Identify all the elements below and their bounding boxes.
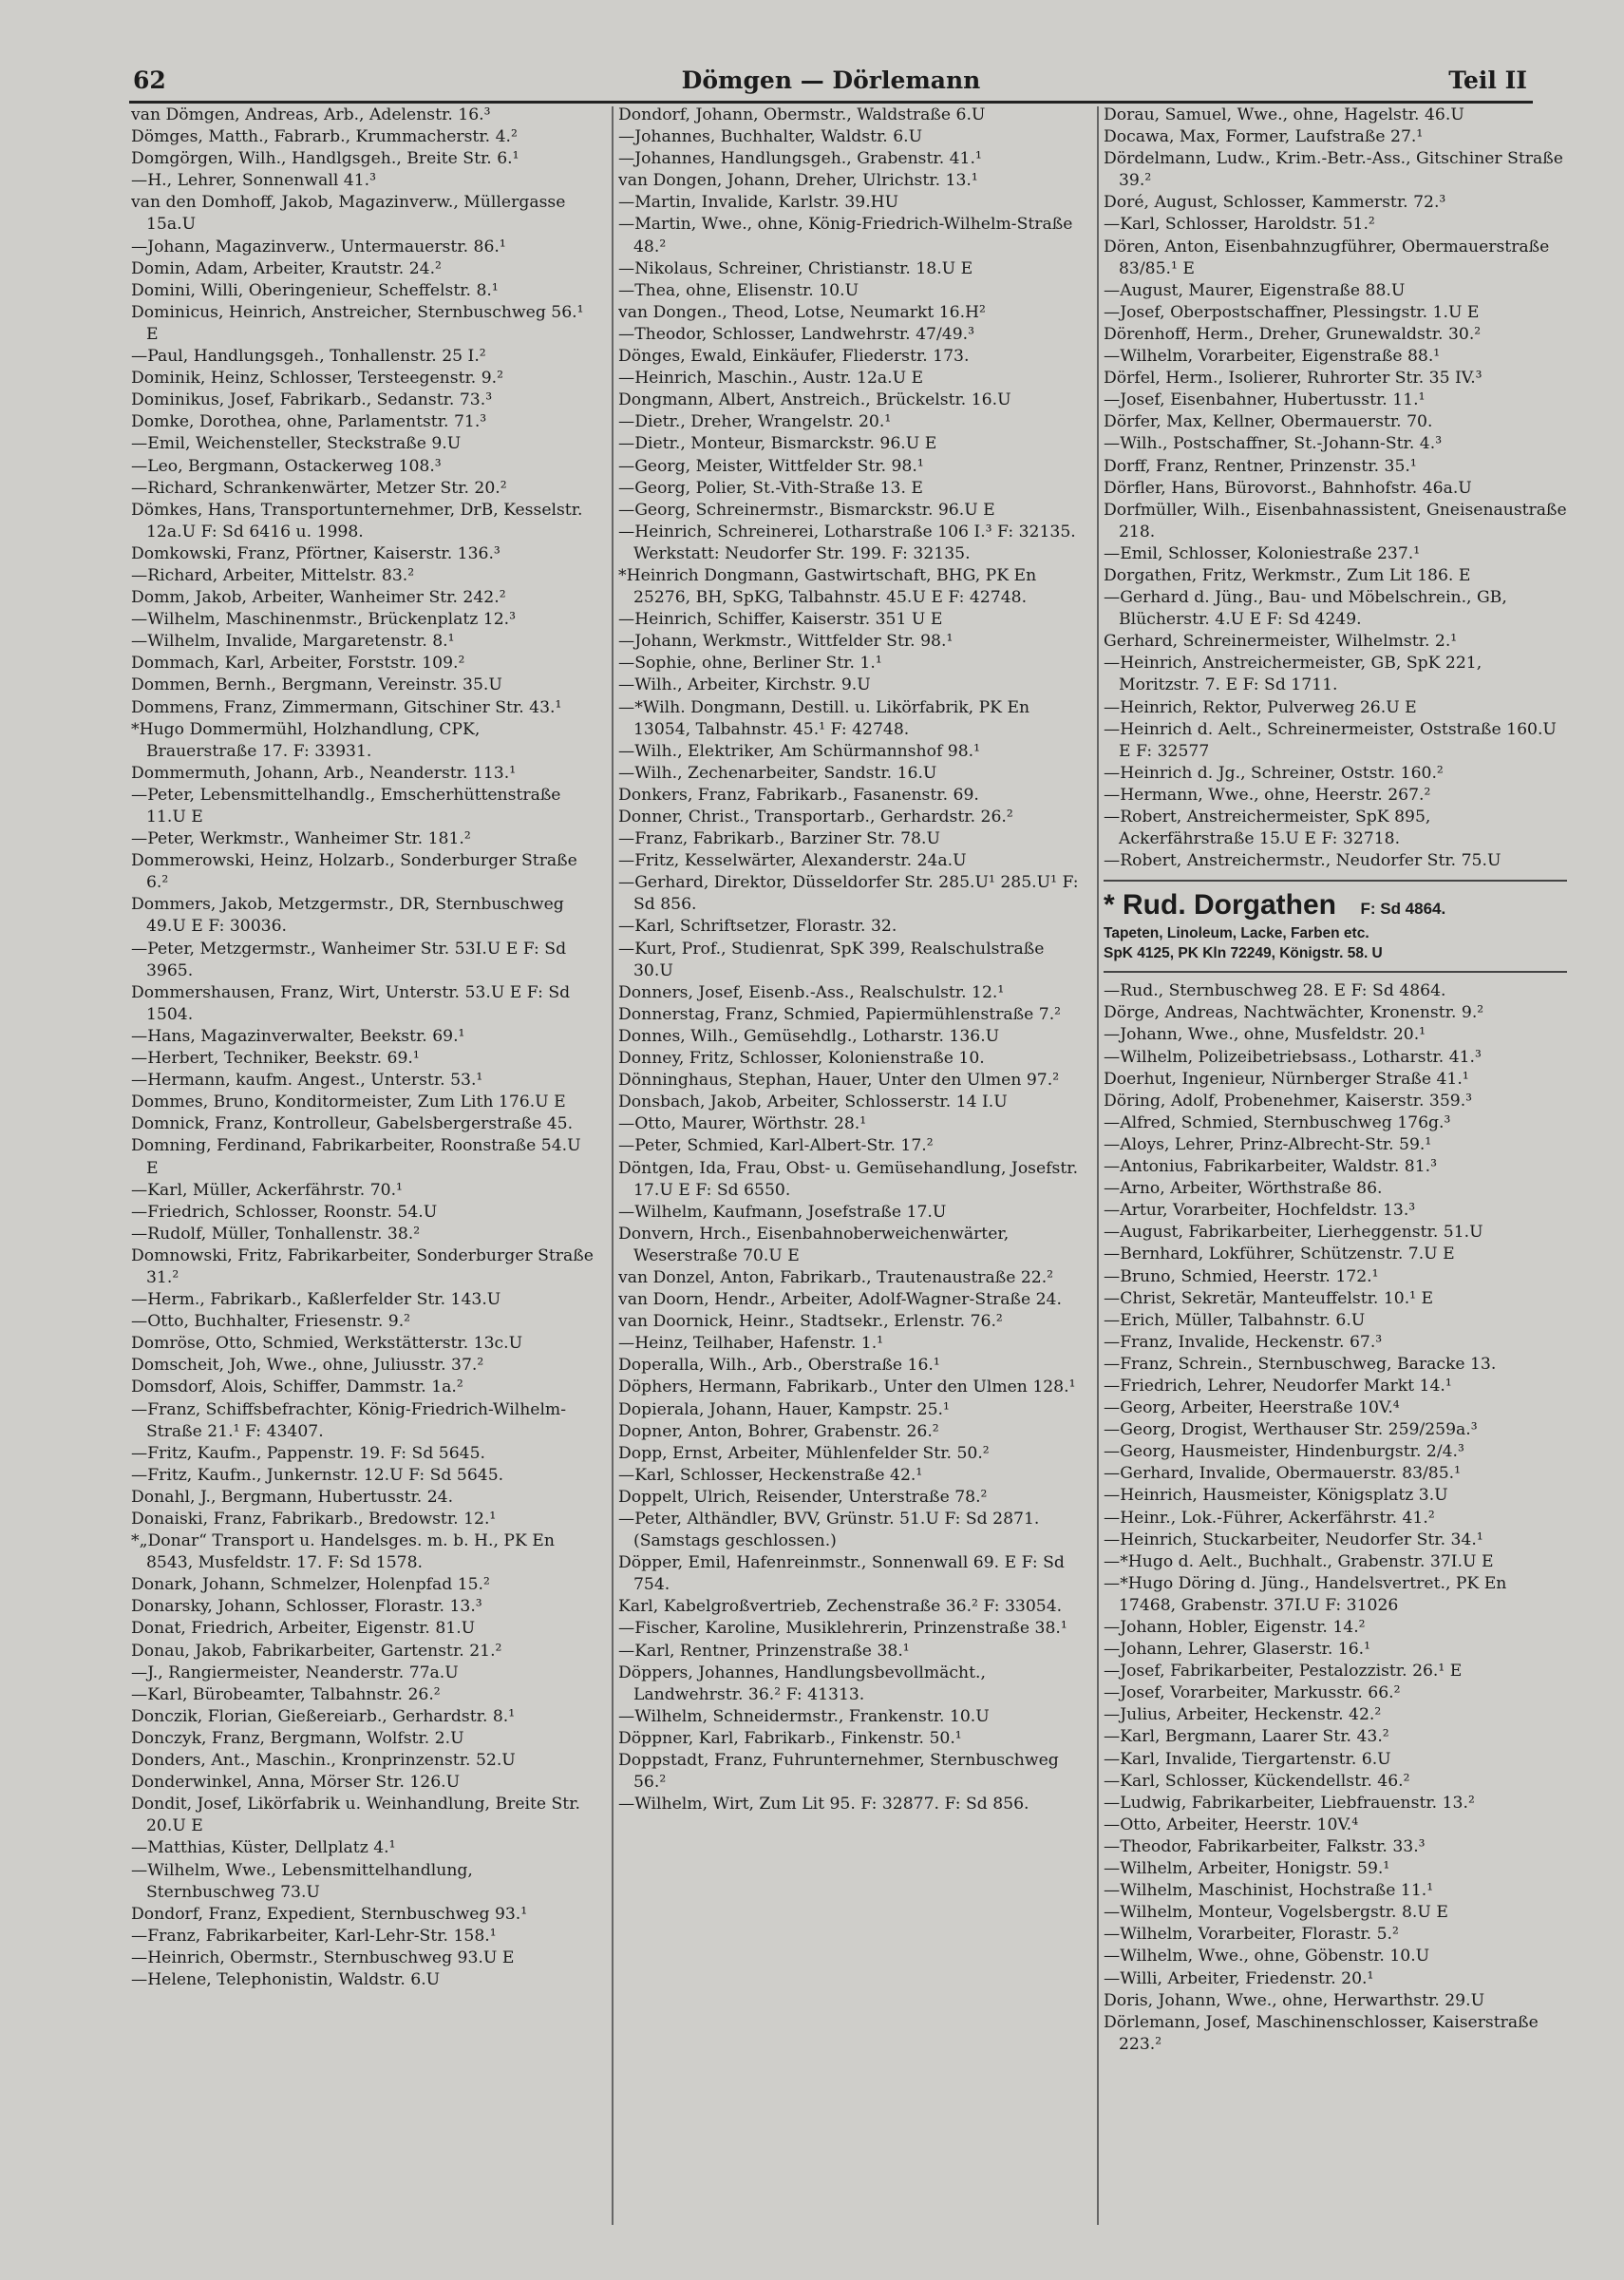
directory-entry: —Erich, Müller, Talbahnstr. 6.U (1104, 1310, 1366, 1330)
directory-entry: —Herbert, Techniker, Beekstr. 69.¹ (131, 1049, 420, 1069)
directory-entry: Dorgathen, Fritz, Werkmstr., Zum Lit 186. E (1104, 565, 1471, 585)
directory-entry: —Wilhelm, Polizeibetriebsass., Lotharstr. 41.³ (1104, 1047, 1482, 1067)
column-divider (1097, 106, 1099, 2225)
directory-entry: Dömkes, Hans, Transportunternehmer, DrB, Kesselstr. 12a.U F: Sd 6416 u. 1998. (131, 500, 583, 542)
directory-entry: —Franz, Fabrikarbeiter, Karl-Lehr-Str. 158.¹ (131, 1926, 497, 1946)
directory-entry: Döpper, Emil, Hafenreinmstr., Sonnenwall 69. E F: Sd 754. (618, 1553, 1065, 1595)
directory-entry: —Friedrich, Schlosser, Roonstr. 54.U (131, 1202, 438, 1222)
directory-entry: —Bernhard, Lokführer, Schützenstr. 7.U E (1104, 1244, 1455, 1264)
directory-entry: Donners, Josef, Eisenb.-Ass., Realschulstr. 12.¹ (618, 982, 1005, 1002)
directory-entry: Donsbach, Jakob, Arbeiter, Schlosserstr. 14 I.U (618, 1092, 1008, 1112)
directory-entry: van Donzel, Anton, Fabrikarb., Trautenaustraße 22.² (618, 1267, 1054, 1287)
directory-entry: Dören, Anton, Eisenbahnzugführer, Obermauerstraße 83/85.¹ E (1104, 237, 1550, 278)
directory-entry: Dongmann, Albert, Anstreich., Brückelstr. 16.U (618, 390, 1011, 410)
directory-entry: —Josef, Fabrikarbeiter, Pestalozzistr. 26.¹ E (1104, 1662, 1463, 1682)
directory-entry: Domnowski, Fritz, Fabrikarbeiter, Sonderburger Straße 31.² (131, 1245, 594, 1287)
directory-entry: Dondorf, Franz, Expedient, Sternbuschweg 93.¹ (131, 1904, 528, 1924)
directory-entry: Dörlemann, Josef, Maschinenschlosser, Kaiserstraße 223.² (1104, 2012, 1539, 2054)
directory-entry: Donders, Ant., Maschin., Kronprinzenstr. 52.U (131, 1751, 516, 1771)
directory-entry: Dörfler, Hans, Bürovorst., Bahnhofstr. 46a.U (1104, 478, 1472, 498)
directory-entry: —Wilhelm, Arbeiter, Honigstr. 59.¹ (1104, 1859, 1390, 1879)
directory-entry: Donczyk, Franz, Bergmann, Wolfstr. 2.U (131, 1728, 464, 1748)
directory-entry: Donnes, Wilh., Gemüsehdlg., Lotharstr. 136.U (618, 1026, 1000, 1046)
directory-entry: Domröse, Otto, Schmied, Werkstätterstr. 13c.U (131, 1334, 523, 1354)
directory-entry: —Nikolaus, Schreiner, Christianstr. 18.U E (618, 258, 973, 278)
directory-entry: van Doornick, Heinr., Stadtsekr., Erlenstr. 76.² (618, 1312, 1003, 1332)
directory-entry: —Karl, Bergmann, Laarer Str. 43.² (1104, 1727, 1389, 1747)
directory-entry: —Martin, Wwe., ohne, König-Friedrich-Wilhelm-Straße 48.² (618, 215, 1073, 256)
directory-entry: —Matthias, Küster, Dellplatz 4.¹ (131, 1838, 396, 1858)
directory-entry: Dörge, Andreas, Nachtwächter, Kronenstr. 9.² (1104, 1003, 1484, 1023)
directory-entry: —Gerhard, Invalide, Obermauerstr. 83/85.¹ (1104, 1464, 1462, 1484)
directory-entry: Donau, Jakob, Fabrikarbeiter, Gartenstr. 21.² (131, 1641, 502, 1661)
directory-entry: —Wilhelm, Wwe., ohne, Göbenstr. 10.U (1104, 1947, 1430, 1966)
directory-entry: Docawa, Max, Former, Laufstraße 27.¹ (1104, 127, 1424, 147)
directory-entry: Donner, Christ., Transportarb., Gerhardstr. 26.² (618, 808, 1013, 826)
directory-entry: —Aloys, Lehrer, Prinz-Albrecht-Str. 59.¹ (1104, 1134, 1432, 1154)
directory-entry: Dominikus, Josef, Fabrikarb., Sedanstr. 73.³ (131, 390, 493, 410)
directory-entry: Döntgen, Ida, Frau, Obst- u. Gemüsehandlung, Josefstr. 17.U E F: Sd 6550. (618, 1158, 1079, 1200)
directory-entry: Domm, Jakob, Arbeiter, Wanheimer Str. 242.² (131, 588, 506, 608)
directory-entry: Donat, Friedrich, Arbeiter, Eigenstr. 81.U (131, 1619, 476, 1639)
directory-entry: —Karl, Schriftsetzer, Florastr. 32. (618, 917, 897, 937)
directory-entry: Dörenhoff, Herm., Dreher, Grunewaldstr. 30.² (1104, 324, 1482, 344)
directory-entry: —Karl, Schlosser, Haroldstr. 51.² (1104, 215, 1375, 235)
directory-entry: —Georg, Drogist, Werthauser Str. 259/259a.³ (1104, 1420, 1478, 1440)
directory-entry: —Josef, Oberpostschaffner, Plessingstr. 1.U E (1104, 302, 1480, 322)
directory-entry: —Emil, Schlosser, Koloniestraße 237.¹ (1104, 543, 1421, 563)
directory-entry: *Hugo Dommermühl, Holzhandlung, CPK, Brauerstraße 17. F: 33931. (131, 719, 481, 761)
page-header (129, 63, 1533, 104)
directory-entry: —Gerhard, Direktor, Düsseldorfer Str. 285.U¹ 285.U¹ F: Sd 856. (618, 873, 1079, 915)
directory-entry: —Franz, Schiffsbefrachter, König-Friedrich-Wilhelm-Straße 21.¹ F: 43407. (131, 1399, 567, 1441)
directory-entry: —Hermann, kaufm. Angest., Unterstr. 53.¹ (131, 1071, 483, 1091)
directory-entry: van Dömgen, Andreas, Arb., Adelenstr. 16.³ (131, 105, 491, 124)
directory-entry: —Otto, Buchhalter, Friesenstr. 9.² (131, 1312, 411, 1332)
directory-entry: —Johann, Lehrer, Glaserstr. 16.¹ (1104, 1640, 1370, 1660)
directory-entry: —Gerhard d. Jüng., Bau- und Möbelschrein., GB, Blücherstr. 4.U E F: Sd 4249. (1104, 588, 1507, 630)
directory-entry: —Hans, Magazinverwalter, Beekstr. 69.¹ (131, 1026, 465, 1046)
directory-entry: Dondit, Josef, Likörfabrik u. Weinhandlung, Breite Str. 20.U E (131, 1795, 581, 1836)
directory-entry: —Peter, Lebensmittelhandlg., Emscherhüttenstraße 11.U E (131, 785, 561, 826)
directory-entry: —Peter, Schmied, Karl-Albert-Str. 17.² (618, 1136, 934, 1156)
directory-entry: Döphers, Hermann, Fabrikarb., Unter den Ulmen 128.¹ (618, 1378, 1076, 1397)
directory-entry: Dönninghaus, Stephan, Hauer, Unter den Ulmen 97.² (618, 1071, 1060, 1091)
column-3 (1104, 104, 1567, 2242)
directory-entry: —Franz, Invalide, Heckenstr. 67.³ (1104, 1332, 1383, 1352)
directory-entry: *Heinrich Dongmann, Gastwirtschaft, BHG, PK En 25276, BH, SpKG, Talbahnstr. 45.U E F: 42748. (618, 565, 1037, 608)
directory-entry: —Heinrich, Anstreichermeister, GB, SpK 221, Moritzstr. 7. E F: Sd 1711. (1104, 654, 1482, 695)
directory-entry: —August, Fabrikarbeiter, Lierheggenstr. 51.U (1104, 1223, 1483, 1243)
directory-entry: Domsdorf, Alois, Schiffer, Dammstr. 1a.² (131, 1378, 463, 1397)
directory-entry: —Heinr., Lok.-Führer, Ackerfährstr. 41.² (1104, 1508, 1435, 1528)
directory-entry: —Heinrich, Schreinerei, Lotharstraße 106 I.³ F: 32135. Werkstatt: Neudorfer Str. 199. F: 32135. (618, 522, 1076, 563)
directory-entry: —Fritz, Kaufm., Junkernstr. 12.U F: Sd 5645. (131, 1465, 504, 1485)
directory-entry: Dommershausen, Franz, Wirt, Unterstr. 53.U E F: Sd 1504. (131, 982, 571, 1024)
directory-entry: —Franz, Schrein., Sternbuschweg, Baracke 13. (1104, 1354, 1497, 1374)
ad-accounts: SpK 4125, PK Kln 72249, Königstr. 58. U (1104, 945, 1383, 962)
directory-entry: —Wilhelm, Vorarbeiter, Florastr. 5.² (1104, 1925, 1399, 1945)
page-title: Dömgen — Dörlemann (681, 66, 981, 94)
directory-entry: —Fritz, Kaufm., Pappenstr. 19. F: Sd 5645. (131, 1443, 485, 1463)
directory-entry: Dörfel, Herm., Isolierer, Ruhrorter Str. 35 IV.³ (1104, 369, 1482, 389)
directory-entry: —Helene, Telephonistin, Waldstr. 6.U (131, 1969, 441, 1989)
directory-entry: —Karl, Müller, Ackerfährstr. 70.¹ (131, 1180, 403, 1200)
directory-entry: Domnick, Franz, Kontrolleur, Gabelsbergerstraße 45. (131, 1114, 574, 1134)
directory-entry: —Karl, Invalide, Tiergartenstr. 6.U (1104, 1749, 1391, 1769)
directory-entry: —Christ, Sekretär, Manteuffelstr. 10.¹ E (1104, 1288, 1434, 1308)
directory-entry: Doppelt, Ulrich, Reisender, Unterstraße 78.² (618, 1487, 988, 1507)
directory-entry: —J., Rangiermeister, Neanderstr. 77a.U (131, 1662, 459, 1682)
directory-entry: —Karl, Rentner, Prinzenstraße 38.¹ (618, 1641, 910, 1661)
directory-entry: —Heinrich d. Aelt., Schreinermeister, Oststraße 160.U E F: 32577 (1104, 719, 1557, 761)
directory-entry: van Dongen., Theod, Lotse, Neumarkt 16.H² (618, 302, 986, 322)
page-number: 62 (133, 66, 166, 94)
directory-entry: Dorff, Franz, Rentner, Prinzenstr. 35.¹ (1104, 456, 1417, 476)
directory-entry: Dopner, Anton, Bohrer, Grabenstr. 26.² (618, 1421, 939, 1441)
directory-entry: —Wilhelm, Kaufmann, Josefstraße 17.U (618, 1202, 947, 1222)
advertisement (1104, 880, 1567, 973)
directory-entry: Dorfmüller, Wilh., Eisenbahnassistent, Gneisenaustraße 218. (1104, 500, 1567, 542)
directory-entry: Dondorf, Johann, Obermstr., Waldstraße 6.U (618, 105, 986, 124)
directory-entry: Gerhard, Schreinermeister, Wilhelmstr. 2.¹ (1104, 632, 1458, 652)
directory-entry: —Thea, ohne, Elisenstr. 10.U (618, 280, 859, 300)
directory-entry: —Rudolf, Müller, Tonhallenstr. 38.² (131, 1224, 421, 1244)
directory-entry: Dönges, Ewald, Einkäufer, Fliederstr. 173. (618, 347, 970, 367)
ad-company-name: * Rud. Dorgathen (1104, 889, 1336, 922)
directory-entry: —Johannes, Handlungsgeh., Grabenstr. 41.¹ (618, 149, 982, 169)
directory-entry: —H., Lehrer, Sonnenwall 41.³ (131, 171, 377, 191)
directory-entry: *„Donar“ Transport u. Handelsges. m. b. H., PK En 8543, Musfeldstr. 17. F: Sd 1578. (131, 1531, 555, 1573)
directory-entry: —Antonius, Fabrikarbeiter, Waldstr. 81.³ (1104, 1157, 1438, 1177)
directory-entry: —Fischer, Karoline, Musiklehrerin, Prinzenstraße 38.¹ (618, 1619, 1067, 1639)
directory-entry: Dommach, Karl, Arbeiter, Forststr. 109.² (131, 654, 465, 674)
directory-entry: —Heinz, Teilhaber, Hafenstr. 1.¹ (618, 1334, 884, 1354)
column-divider (612, 106, 614, 2225)
directory-entry: —Heinrich, Hausmeister, Königsplatz 3.U (1104, 1486, 1448, 1506)
directory-entry: —Franz, Fabrikarb., Barziner Str. 78.U (618, 829, 940, 849)
directory-entry: —Georg, Hausmeister, Hindenburgstr. 2/4.³ (1104, 1442, 1464, 1462)
directory-entry: Donczik, Florian, Gießereiarb., Gerhardstr. 8.¹ (131, 1706, 516, 1726)
directory-entry: Doerhut, Ingenieur, Nürnberger Straße 41.¹ (1104, 1069, 1469, 1089)
directory-entry: Donark, Johann, Schmelzer, Holenpfad 15.² (131, 1575, 490, 1595)
directory-entry: van Doorn, Hendr., Arbeiter, Adolf-Wagner-Straße 24. (618, 1290, 1062, 1310)
directory-entry: Donaiski, Franz, Fabrikarb., Bredowstr. 12.¹ (131, 1510, 497, 1529)
directory-entry: Dopp, Ernst, Arbeiter, Mühlenfelder Str. 50.² (618, 1443, 990, 1463)
directory-entry: Döring, Adolf, Probenehmer, Kaiserstr. 359.³ (1104, 1091, 1473, 1111)
directory-entry: —Kurt, Prof., Studienrat, SpK 399, Realschulstraße 30.U (618, 939, 1045, 980)
directory-entry: Dominicus, Heinrich, Anstreicher, Sternbuschweg 56.¹ E (131, 302, 584, 344)
column-3-bottom (1104, 980, 1567, 2056)
directory-entry: Dommerowski, Heinz, Holzarb., Sonderburger Straße 6.² (131, 851, 577, 893)
directory-entry: —*Wilh. Dongmann, Destill. u. Likörfabrik, PK En 13054, Talbahnstr. 45.¹ F: 42748. (618, 697, 1030, 739)
directory-entry: —Rud., Sternbuschweg 28. E F: Sd 4864. (1104, 981, 1446, 1001)
directory-entry: Domke, Dorothea, ohne, Parlamentstr. 71.³ (131, 412, 487, 432)
column-1 (131, 104, 595, 2242)
directory-entry: —Alfred, Schmied, Sternbuschweg 176g.³ (1104, 1112, 1451, 1132)
directory-entry: Dommers, Jakob, Metzgermstr., DR, Sternbuschweg 49.U E F: 30036. (131, 895, 564, 937)
directory-entry: —Dietr., Dreher, Wrangelstr. 20.¹ (618, 412, 892, 432)
directory-entry: —Emil, Weichensteller, Steckstraße 9.U (131, 434, 462, 454)
directory-entry: —Wilhelm, Schneidermstr., Frankenstr. 10.U (618, 1706, 990, 1726)
directory-entry: Domkowski, Franz, Pförtner, Kaiserstr. 136.³ (131, 543, 500, 563)
directory-entry: —Johann, Magazinverw., Untermauerstr. 86.¹ (131, 237, 506, 256)
directory-entry: Dominik, Heinz, Schlosser, Tersteegenstr. 9.² (131, 369, 504, 389)
directory-entry: —Johann, Hobler, Eigenstr. 14.² (1104, 1618, 1366, 1637)
directory-entry: Dommes, Bruno, Konditormeister, Zum Lith 176.U E (131, 1092, 566, 1112)
directory-entry: —Karl, Bürobeamter, Talbahnstr. 26.² (131, 1684, 441, 1704)
directory-entry: —Herm., Fabrikarb., Kaßlerfelder Str. 143.U (131, 1290, 501, 1310)
directory-entry: —August, Maurer, Eigenstraße 88.U (1104, 280, 1406, 300)
column-2 (618, 104, 1082, 2242)
directory-entry: —Johannes, Buchhalter, Waldstr. 6.U (618, 127, 923, 147)
directory-entry: —Johann, Wwe., ohne, Musfeldstr. 20.¹ (1104, 1025, 1426, 1045)
directory-entry: —Josef, Vorarbeiter, Markusstr. 66.² (1104, 1683, 1401, 1703)
directory-entry: Döppner, Karl, Fabrikarb., Finkenstr. 50.¹ (618, 1728, 962, 1748)
directory-entry: —Georg, Arbeiter, Heerstraße 10V.⁴ (1104, 1398, 1400, 1418)
directory-entry: —Martin, Invalide, Karlstr. 39.HU (618, 193, 899, 213)
directory-entry: —Artur, Vorarbeiter, Hochfeldstr. 13.³ (1104, 1201, 1416, 1221)
directory-entry: —Richard, Schrankenwärter, Metzer Str. 20.² (131, 478, 507, 498)
directory-entry: —Peter, Werkmstr., Wanheimer Str. 181.² (131, 829, 471, 849)
directory-entry: —Fritz, Kesselwärter, Alexanderstr. 24a.U (618, 851, 967, 871)
ad-phone: F: Sd 4864. (1360, 900, 1446, 919)
directory-entry: Donvern, Hrch., Eisenbahnoberweichenwärter, Weserstraße 70.U E (618, 1224, 1010, 1265)
directory-entry: Dopierala, Johann, Hauer, Kampstr. 25.¹ (618, 1399, 950, 1419)
directory-entry: Domning, Ferdinand, Fabrikarbeiter, Roonstraße 54.U E (131, 1136, 581, 1178)
directory-entry: —Paul, Handlungsgeh., Tonhallenstr. 25 I.² (131, 347, 486, 367)
directory-entry: —Dietr., Monteur, Bismarckstr. 96.U E (618, 434, 937, 454)
directory-entry: —Willi, Arbeiter, Friedenstr. 20.¹ (1104, 1968, 1374, 1988)
directory-entry: —Johann, Werkmstr., Wittfelder Str. 98.¹ (618, 632, 954, 652)
directory-entry: —Wilhelm, Wwe., Lebensmittelhandlung, Sternbuschweg 73.U (131, 1860, 473, 1902)
directory-entry: —Wilh., Zechenarbeiter, Sandstr. 16.U (618, 763, 937, 783)
directory-entry: —Richard, Arbeiter, Mittelstr. 83.² (131, 565, 415, 585)
directory-entry: —Arno, Arbeiter, Wörthstraße 86. (1104, 1179, 1383, 1199)
directory-entry: Doperalla, Wilh., Arb., Oberstraße 16.¹ (618, 1356, 940, 1376)
directory-entry: —Peter, Althändler, BVV, Grünstr. 51.U F: Sd 2871. (Samstags geschlossen.) (618, 1510, 1040, 1551)
directory-entry: —Peter, Metzgermstr., Wanheimer Str. 53I.U E F: Sd 3965. (131, 939, 567, 980)
directory-entry: —Wilhelm, Invalide, Margaretenstr. 8.¹ (131, 632, 455, 652)
directory-entry: Domgörgen, Wilh., Handlgsgeh., Breite Str. 6.¹ (131, 149, 519, 169)
directory-entry: Döppers, Johannes, Handlungsbevollmächt., Landwehrstr. 36.² F: 41313. (618, 1662, 986, 1704)
ad-products: Tapeten, Linoleum, Lacke, Farben etc. (1104, 925, 1369, 942)
directory-entry: Donkers, Franz, Fabrikarb., Fasanenstr. 69. (618, 785, 979, 805)
directory-entry: Dömges, Matth., Fabrarb., Krummacherstr. 4.² (131, 127, 518, 147)
directory-entry: —Hermann, Wwe., ohne, Heerstr. 267.² (1104, 785, 1431, 805)
directory-entry: —Theodor, Schlosser, Landwehrstr. 47/49.³ (618, 324, 974, 344)
directory-entry: Donarsky, Johann, Schlosser, Florastr. 13.³ (131, 1597, 482, 1617)
directory-entry: Dorau, Samuel, Wwe., ohne, Hagelstr. 46.U (1104, 105, 1464, 124)
directory-entry: Dörfer, Max, Kellner, Obermauerstr. 70. (1104, 412, 1433, 432)
directory-entry: —Josef, Eisenbahner, Hubertusstr. 11.¹ (1104, 390, 1426, 410)
directory-entry: Doppstadt, Franz, Fuhrunternehmer, Sternbuschweg 56.² (618, 1751, 1059, 1793)
directory-entry: —Bruno, Schmied, Heerstr. 172.¹ (1104, 1266, 1379, 1286)
directory-entry: Donderwinkel, Anna, Mörser Str. 126.U (131, 1773, 461, 1793)
directory-entry: —Sophie, ohne, Berliner Str. 1.¹ (618, 654, 882, 674)
directory-entry: —Ludwig, Fabrikarbeiter, Liebfrauenstr. 13.² (1104, 1793, 1475, 1813)
directory-entry: —Otto, Maurer, Wörthstr. 28.¹ (618, 1114, 867, 1134)
directory-entry: —*Hugo d. Aelt., Buchhalt., Grabenstr. 37I.U E (1104, 1551, 1494, 1571)
directory-entry: Domin, Adam, Arbeiter, Krautstr. 24.² (131, 258, 442, 278)
directory-entry: —Robert, Anstreichermeister, SpK 895, Ackerfährstraße 15.U E F: 32718. (1104, 808, 1431, 849)
directory-entry: —Heinrich, Rektor, Pulverweg 26.U E (1104, 697, 1417, 717)
directory-entry: —Heinrich, Maschin., Austr. 12a.U E (618, 369, 924, 389)
directory-entry: —Georg, Meister, Wittfelder Str. 98.¹ (618, 456, 924, 476)
directory-entry: —Robert, Anstreichermstr., Neudorfer Str. 75.U (1104, 851, 1501, 871)
directory-entry: —Wilhelm, Vorarbeiter, Eigenstraße 88.¹ (1104, 347, 1441, 367)
directory-entry: —Karl, Schlosser, Kückendellstr. 46.² (1104, 1771, 1410, 1791)
directory-entry: —Theodor, Fabrikarbeiter, Falkstr. 33.³ (1104, 1836, 1426, 1856)
directory-entry: —Julius, Arbeiter, Heckenstr. 42.² (1104, 1705, 1382, 1725)
directory-entry: —Wilhelm, Wirt, Zum Lit 95. F: 32877. F: Sd 856. (618, 1795, 1029, 1814)
directory-entry: Donahl, J., Bergmann, Hubertusstr. 24. (131, 1487, 454, 1507)
directory-entry: —Wilh., Elektriker, Am Schürmannshof 98.¹ (618, 741, 980, 761)
directory-entry: Doré, August, Schlosser, Kammerstr. 72.³ (1104, 193, 1446, 213)
directory-entry: —Wilhelm, Monteur, Vogelsbergstr. 8.U E (1104, 1903, 1448, 1923)
directory-entry: Donney, Fritz, Schlosser, Kolonienstraße 10. (618, 1049, 985, 1069)
directory-entry: Dördelmann, Ludw., Krim.-Betr.-Ass., Gitschiner Straße 39.² (1104, 149, 1563, 191)
directory-entry: —Heinrich d. Jg., Schreiner, Oststr. 160.² (1104, 763, 1444, 783)
directory-entry: —Otto, Arbeiter, Heerstr. 10V.⁴ (1104, 1814, 1359, 1834)
directory-entry: Dommen, Bernh., Bergmann, Vereinstr. 35.U (131, 675, 502, 695)
directory-entry: —Georg, Polier, St.-Vith-Straße 13. E (618, 478, 923, 498)
directory-entry: —*Hugo Döring d. Jüng., Handelsvertret., PK En 17468, Grabenstr. 37I.U F: 31026 (1104, 1573, 1507, 1615)
directory-entry: —Karl, Schlosser, Heckenstraße 42.¹ (618, 1465, 923, 1485)
directory-entry: Doris, Johann, Wwe., ohne, Herwarthstr. 29.U (1104, 1990, 1485, 2010)
directory-entry: Domini, Willi, Oberingenieur, Scheffelstr. 8.¹ (131, 280, 499, 300)
directory-entry: —Wilh., Arbeiter, Kirchstr. 9.U (618, 675, 871, 695)
directory-entry: Donnerstag, Franz, Schmied, Papiermühlenstraße 7.² (618, 1004, 1062, 1024)
directory-entry: Karl, Kabelgroßvertrieb, Zechenstraße 36.² F: 33054. (618, 1597, 1063, 1617)
part-label: Teil II (1448, 66, 1527, 94)
directory-entry: Dommens, Franz, Zimmermann, Gitschiner Str. 43.¹ (131, 697, 562, 717)
directory-entry: —Heinrich, Obermstr., Sternbuschweg 93.U E (131, 1948, 515, 1967)
directory-entry: —Wilhelm, Maschinist, Hochstraße 11.¹ (1104, 1881, 1434, 1901)
directory-entry: van den Domhoff, Jakob, Magazinverw., Müllergasse 15a.U (131, 193, 566, 235)
directory-entry: —Wilh., Postschaffner, St.-Johann-Str. 4.³ (1104, 434, 1443, 454)
column-3-top (1104, 104, 1567, 872)
directory-entry: van Dongen, Johann, Dreher, Ulrichstr. 13.¹ (618, 171, 978, 191)
directory-entry: —Friedrich, Lehrer, Neudorfer Markt 14.¹ (1104, 1376, 1452, 1396)
directory-entry: Dommermuth, Johann, Arb., Neanderstr. 113.¹ (131, 763, 517, 783)
directory-entry: —Heinrich, Stuckarbeiter, Neudorfer Str. 34.¹ (1104, 1530, 1483, 1549)
directory-entry: Domscheit, Joh, Wwe., ohne, Juliusstr. 37.² (131, 1356, 484, 1376)
directory-entry: —Georg, Schreinermstr., Bismarckstr. 96.U E (618, 500, 995, 520)
directory-entry: —Wilhelm, Maschinenmstr., Brückenplatz 12.³ (131, 610, 517, 630)
directory-entry: —Heinrich, Schiffer, Kaiserstr. 351 U E (618, 610, 943, 630)
directory-entry: —Leo, Bergmann, Ostackerweg 108.³ (131, 456, 442, 476)
